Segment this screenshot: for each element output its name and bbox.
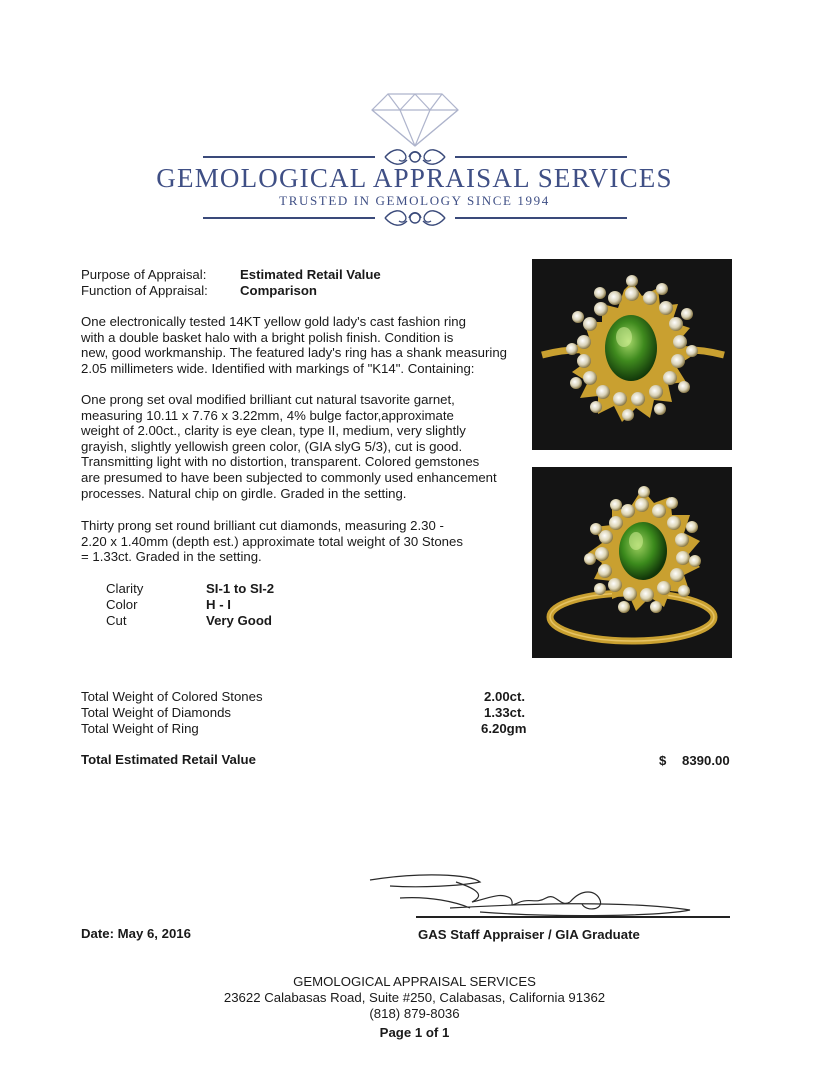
total-diamonds-value: 1.33ct. (484, 705, 526, 720)
appraiser-signature (360, 868, 710, 923)
footer-company: GEMOLOGICAL APPRAISAL SERVICES (293, 974, 536, 989)
description-line: = 1.33ct. Graded in the setting. (81, 549, 262, 565)
company-tagline: TRUSTED IN GEMOLOGY SINCE 1994 (279, 193, 550, 208)
diamond-logo-icon (370, 92, 460, 148)
appraisal-date: Date: May 6, 2016 (81, 926, 191, 941)
ring-description (81, 314, 507, 376)
description-line: Transmitting light with no distortion, transparent. Colored gemstones (81, 454, 480, 470)
appraiser-title: GAS Staff Appraiser / GIA Graduate (418, 927, 640, 942)
total-ring-weight-label: Total Weight of Ring (81, 721, 199, 736)
total-colored-stones-value: 2.00ct. (484, 689, 526, 704)
description-line: new, good workmanship. The featured lady's ring has a shank measuring (81, 345, 507, 361)
color-label: Color (106, 597, 138, 612)
description-line: measuring 10.11 x 7.76 x 3.22mm, 4% bulge factor,approximate (81, 407, 454, 423)
scroll-ornament-icon (383, 207, 447, 229)
purpose-value: Estimated Retail Value (240, 267, 381, 282)
ring-front-image (532, 259, 732, 450)
company-name: GEMOLOGICAL APPRAISAL SERVICES (156, 163, 673, 193)
gemstone-description (81, 392, 497, 501)
description-line: processes. Natural chip on girdle. Graded in the setting. (81, 485, 407, 501)
total-ring-weight-value: 6.20gm (481, 721, 527, 736)
description-line: One electronically tested 14KT yellow gold lady's cast fashion ring (81, 314, 466, 329)
ring-angle-image (532, 467, 732, 658)
cut-label: Cut (106, 613, 127, 628)
ring-photo-front (532, 259, 732, 450)
clarity-label: Clarity (106, 581, 144, 596)
description-line: One prong set oval modified brilliant cut natural tsavorite garnet, (81, 392, 455, 407)
function-label: Function of Appraisal: (81, 283, 208, 298)
footer-address: 23622 Calabasas Road, Suite #250, Calabasas, California 91362 (223, 990, 606, 1005)
color-value: H - I (206, 597, 231, 612)
header-rule-bottom-left (203, 217, 375, 219)
header-rule-bottom-right (455, 217, 627, 219)
total-colored-stones-label: Total Weight of Colored Stones (81, 689, 263, 704)
retail-value-amount: 8390.00 (682, 753, 730, 768)
retail-value-label: Total Estimated Retail Value (81, 752, 256, 767)
total-diamonds-label: Total Weight of Diamonds (81, 705, 232, 720)
signature-line (416, 916, 730, 918)
page-number: Page 1 of 1 (379, 1025, 450, 1040)
diamond-description (81, 518, 463, 565)
description-line: Thirty prong set round brilliant cut diamonds, measuring 2.30 - (81, 518, 444, 533)
cut-value: Very Good (206, 613, 272, 628)
clarity-value: SI-1 to SI-2 (206, 581, 275, 596)
ring-photo-angle (532, 467, 732, 658)
footer-phone: (818) 879-8036 (369, 1006, 460, 1021)
description-line: are presumed to have been subjected to commonly used enhancement (81, 469, 497, 485)
description-line: 2.05 millimeters wide. Identified with markings of "K14". Containing: (81, 360, 475, 376)
header-rule-top-right (455, 156, 627, 158)
description-line: 2.20 x 1.40mm (depth est.) approximate total weight of 30 Stones (81, 533, 463, 549)
purpose-label: Purpose of Appraisal: (81, 267, 207, 282)
header-rule-top-left (203, 156, 375, 158)
function-value: Comparison (240, 283, 317, 298)
description-line: grayish, slightly yellowish green color, (GIA slyG 5/3), cut is good. (81, 438, 463, 454)
currency-symbol: $ (659, 753, 667, 768)
description-line: weight of 2.00ct., clarity is eye clean, type II, medium, very slightly (81, 423, 466, 439)
description-line: with a double basket halo with a bright polish finish. Condition is (81, 329, 454, 345)
